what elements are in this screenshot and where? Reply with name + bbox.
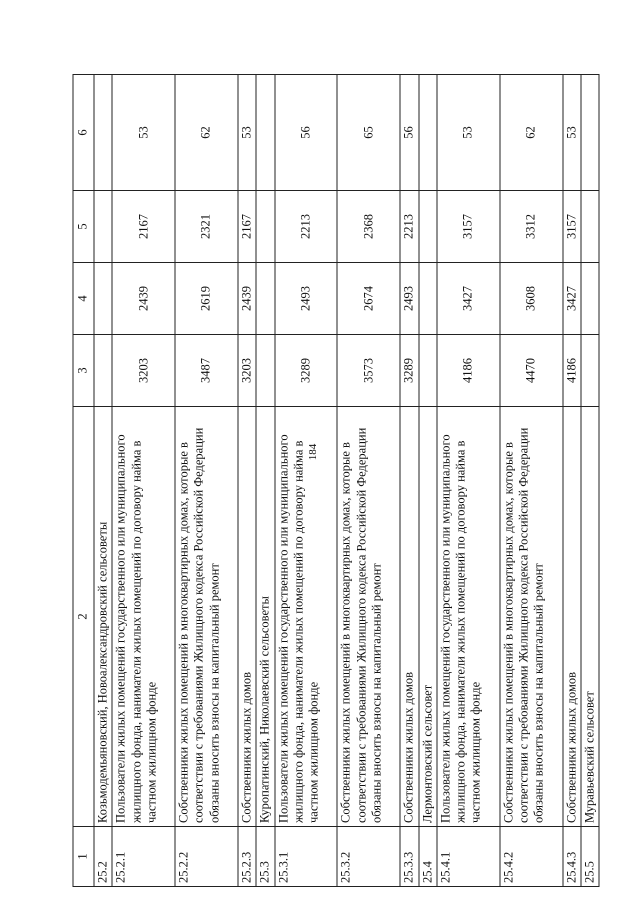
row-text: Лермонтовский сельсовет bbox=[419, 407, 437, 827]
row-code: 25.2.2 bbox=[175, 827, 238, 887]
cell-col4: 2674 bbox=[337, 263, 400, 335]
page-number: 184 bbox=[307, 443, 319, 461]
cell-col6: 53 bbox=[437, 75, 500, 191]
cell-col4 bbox=[256, 263, 274, 335]
tariff-table-wrapper bbox=[73, 75, 600, 887]
cell-col3 bbox=[419, 335, 437, 407]
row-code: 25.3 bbox=[256, 827, 274, 887]
row-code: 25.3.1 bbox=[275, 827, 338, 887]
table-row bbox=[500, 75, 563, 887]
row-code: 25.2 bbox=[94, 827, 112, 887]
cell-col3: 3203 bbox=[238, 335, 256, 407]
table-row bbox=[437, 75, 500, 887]
header-cell: 6 bbox=[73, 75, 94, 191]
cell-col5: 3312 bbox=[500, 191, 563, 263]
cell-col4: 2493 bbox=[400, 263, 418, 335]
table-row bbox=[419, 75, 437, 887]
row-text: Пользователи жилых помещений государственного или муниципального жилищного фонда, наниматели жилых помещений по договору найма в частном жилищном фонде bbox=[437, 407, 500, 827]
cell-col3 bbox=[94, 335, 112, 407]
cell-col4: 2493 bbox=[275, 263, 338, 335]
row-code: 25.3.2 bbox=[337, 827, 400, 887]
cell-col6: 53 bbox=[112, 75, 175, 191]
cell-col6 bbox=[94, 75, 112, 191]
cell-col4 bbox=[419, 263, 437, 335]
row-text: Собственники жилых помещений в многоквартирных домах, которые в соответствии с требованиями Жилищного кодекса Российской Федерации обязаны вносить взносы на капитальный ремонт bbox=[500, 407, 563, 827]
cell-col5 bbox=[256, 191, 274, 263]
row-text: Собственники жилых домов bbox=[238, 407, 256, 827]
table-row bbox=[581, 75, 599, 887]
cell-col6: 65 bbox=[337, 75, 400, 191]
header-cell: 3 bbox=[73, 335, 94, 407]
row-code: 25.2.3 bbox=[238, 827, 256, 887]
cell-col4: 2439 bbox=[238, 263, 256, 335]
cell-col4: 2619 bbox=[175, 263, 238, 335]
cell-col5: 3157 bbox=[437, 191, 500, 263]
cell-col3: 4186 bbox=[563, 335, 581, 407]
cell-col4: 3608 bbox=[500, 263, 563, 335]
cell-col3 bbox=[256, 335, 274, 407]
table-row bbox=[238, 75, 256, 887]
table-row bbox=[400, 75, 418, 887]
cell-col5 bbox=[419, 191, 437, 263]
row-text: Куропатинский, Николаевский сельсоветы bbox=[256, 407, 274, 827]
header-cell: 1 bbox=[73, 827, 94, 887]
row-code: 25.3.3 bbox=[400, 827, 418, 887]
row-code: 25.2.1 bbox=[112, 827, 175, 887]
cell-col3: 3289 bbox=[275, 335, 338, 407]
row-text: Козьмодемьяновский, Новоалександровский сельсоветы bbox=[94, 407, 112, 827]
header-cell: 4 bbox=[73, 263, 94, 335]
table-row bbox=[275, 75, 338, 887]
cell-col4: 3427 bbox=[563, 263, 581, 335]
cell-col3: 4470 bbox=[500, 335, 563, 407]
cell-col4 bbox=[94, 263, 112, 335]
cell-col3: 3487 bbox=[175, 335, 238, 407]
cell-col6: 53 bbox=[238, 75, 256, 191]
header-cell: 2 bbox=[73, 407, 94, 827]
table-row bbox=[256, 75, 274, 887]
cell-col5: 2368 bbox=[337, 191, 400, 263]
cell-col3 bbox=[581, 335, 599, 407]
cell-col5 bbox=[94, 191, 112, 263]
row-text: Собственники жилых помещений в многоквартирных домах, которые в соответствии с требованиями Жилищного кодекса Российской Федерации обязаны вносить взносы на капитальный ремонт bbox=[337, 407, 400, 827]
row-text: Муравьевский сельсовет bbox=[581, 407, 599, 827]
cell-col5 bbox=[581, 191, 599, 263]
table-row bbox=[175, 75, 238, 887]
cell-col6 bbox=[256, 75, 274, 191]
table-row bbox=[94, 75, 112, 887]
cell-col5: 2167 bbox=[112, 191, 175, 263]
row-code: 25.5 bbox=[581, 827, 599, 887]
cell-col5: 2167 bbox=[238, 191, 256, 263]
tariff-table bbox=[73, 74, 600, 887]
row-code: 25.4.1 bbox=[437, 827, 500, 887]
row-code: 25.4 bbox=[419, 827, 437, 887]
row-text: Собственники жилых помещений в многоквартирных домах, которые в соответствии с требованиями Жилищного кодекса Российской Федерации обязаны вносить взносы на капитальный ремонт bbox=[175, 407, 238, 827]
cell-col3: 3289 bbox=[400, 335, 418, 407]
cell-col4: 3427 bbox=[437, 263, 500, 335]
row-code: 25.4.3 bbox=[563, 827, 581, 887]
table-row bbox=[112, 75, 175, 887]
row-code: 25.4.2 bbox=[500, 827, 563, 887]
cell-col6: 53 bbox=[563, 75, 581, 191]
cell-col6: 62 bbox=[175, 75, 238, 191]
cell-col6 bbox=[419, 75, 437, 191]
cell-col5: 2213 bbox=[400, 191, 418, 263]
header-cell: 5 bbox=[73, 191, 94, 263]
cell-col5: 2321 bbox=[175, 191, 238, 263]
cell-col3: 3573 bbox=[337, 335, 400, 407]
cell-col4: 2439 bbox=[112, 263, 175, 335]
table-header-row bbox=[73, 75, 94, 887]
cell-col3: 4186 bbox=[437, 335, 500, 407]
table-row bbox=[337, 75, 400, 887]
cell-col5: 3157 bbox=[563, 191, 581, 263]
cell-col6: 56 bbox=[400, 75, 418, 191]
cell-col3: 3203 bbox=[112, 335, 175, 407]
cell-col5: 2213 bbox=[275, 191, 338, 263]
row-text: Собственники жилых домов bbox=[563, 407, 581, 827]
row-text: Пользователи жилых помещений государственного или муниципального жилищного фонда, наниматели жилых помещений по договору найма в частном жилищном фонде bbox=[275, 407, 338, 827]
row-text: Пользователи жилых помещений государственного или муниципального жилищного фонда, наниматели жилых помещений по договору найма в частном жилищном фонде bbox=[112, 407, 175, 827]
cell-col6: 62 bbox=[500, 75, 563, 191]
cell-col6 bbox=[581, 75, 599, 191]
table-row bbox=[563, 75, 581, 887]
cell-col6: 56 bbox=[275, 75, 338, 191]
cell-col4 bbox=[581, 263, 599, 335]
row-text: Собственники жилых домов bbox=[400, 407, 418, 827]
